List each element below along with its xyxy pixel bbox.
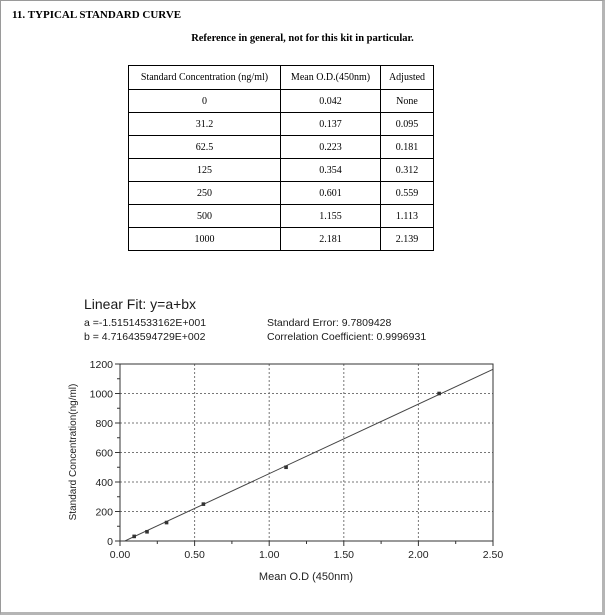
x-tick-label: 0.50	[184, 549, 205, 561]
fit-title: Linear Fit: y=a+bx	[84, 296, 197, 312]
table-cell: 2.139	[381, 228, 434, 251]
table-cell: 0.223	[281, 136, 381, 159]
column-header: Adjusted	[381, 66, 434, 90]
fit-param-b: b = 4.71643594729E+002	[84, 331, 206, 343]
data-point	[132, 535, 136, 539]
table-cell: 0.312	[381, 159, 434, 182]
table-cell: 1.113	[381, 205, 434, 228]
table-cell: 31.2	[129, 113, 281, 136]
data-point	[165, 521, 169, 525]
table-cell: 0.181	[381, 136, 434, 159]
table-cell: None	[381, 90, 434, 113]
data-point	[202, 502, 206, 506]
y-tick-label: 400	[95, 477, 113, 489]
x-tick-label: 0.00	[109, 549, 131, 561]
table-cell: 62.5	[129, 136, 281, 159]
y-tick-label: 0	[107, 536, 113, 548]
data-point	[437, 392, 441, 396]
table-cell: 0.042	[281, 90, 381, 113]
section-title: 11. TYPICAL STANDARD CURVE	[12, 9, 182, 21]
table-cell: 0.095	[381, 113, 434, 136]
table-cell: 2.181	[281, 228, 381, 251]
table-cell: 500	[129, 205, 281, 228]
table-cell: 250	[129, 182, 281, 205]
y-tick-label: 1200	[89, 359, 113, 371]
x-tick-label: 2.50	[482, 549, 504, 561]
x-axis-label: Mean O.D (450nm)	[258, 571, 354, 583]
table-cell: 0.354	[281, 159, 381, 182]
fit-standard-error: Standard Error: 9.7809428	[267, 317, 392, 329]
data-point	[145, 530, 149, 534]
x-tick-label: 1.50	[333, 549, 355, 561]
table-cell: 1000	[129, 228, 281, 251]
chart-axes	[90, 359, 504, 561]
table-cell: 0.601	[281, 182, 381, 205]
fit-correlation: Correlation Coefficient: 0.9996931	[267, 331, 427, 343]
fit-param-a: a =-1.51514533162E+001	[84, 317, 207, 329]
data-point	[284, 465, 288, 469]
column-header: Standard Concentration (ng/ml)	[129, 66, 281, 90]
y-tick-label: 1000	[89, 388, 113, 401]
x-tick-label: 2.00	[408, 549, 429, 561]
y-axis-label: Standard Concentration(ng/ml)	[68, 383, 79, 521]
x-tick-label: 1.00	[258, 549, 280, 561]
table-cell: 0.137	[281, 113, 381, 136]
table-cell: 1.155	[281, 205, 381, 228]
table-subtitle: Reference in general, not for this kit in particular.	[191, 33, 414, 44]
column-header: Mean O.D.(450nm)	[281, 66, 381, 90]
table-cell: 0.559	[381, 182, 434, 205]
table-cell: 125	[129, 159, 281, 182]
table-cell: 0	[129, 90, 281, 113]
y-tick-label: 200	[95, 506, 113, 519]
y-tick-label: 800	[95, 418, 113, 430]
y-tick-label: 600	[95, 447, 113, 460]
chart-grid	[120, 364, 493, 541]
